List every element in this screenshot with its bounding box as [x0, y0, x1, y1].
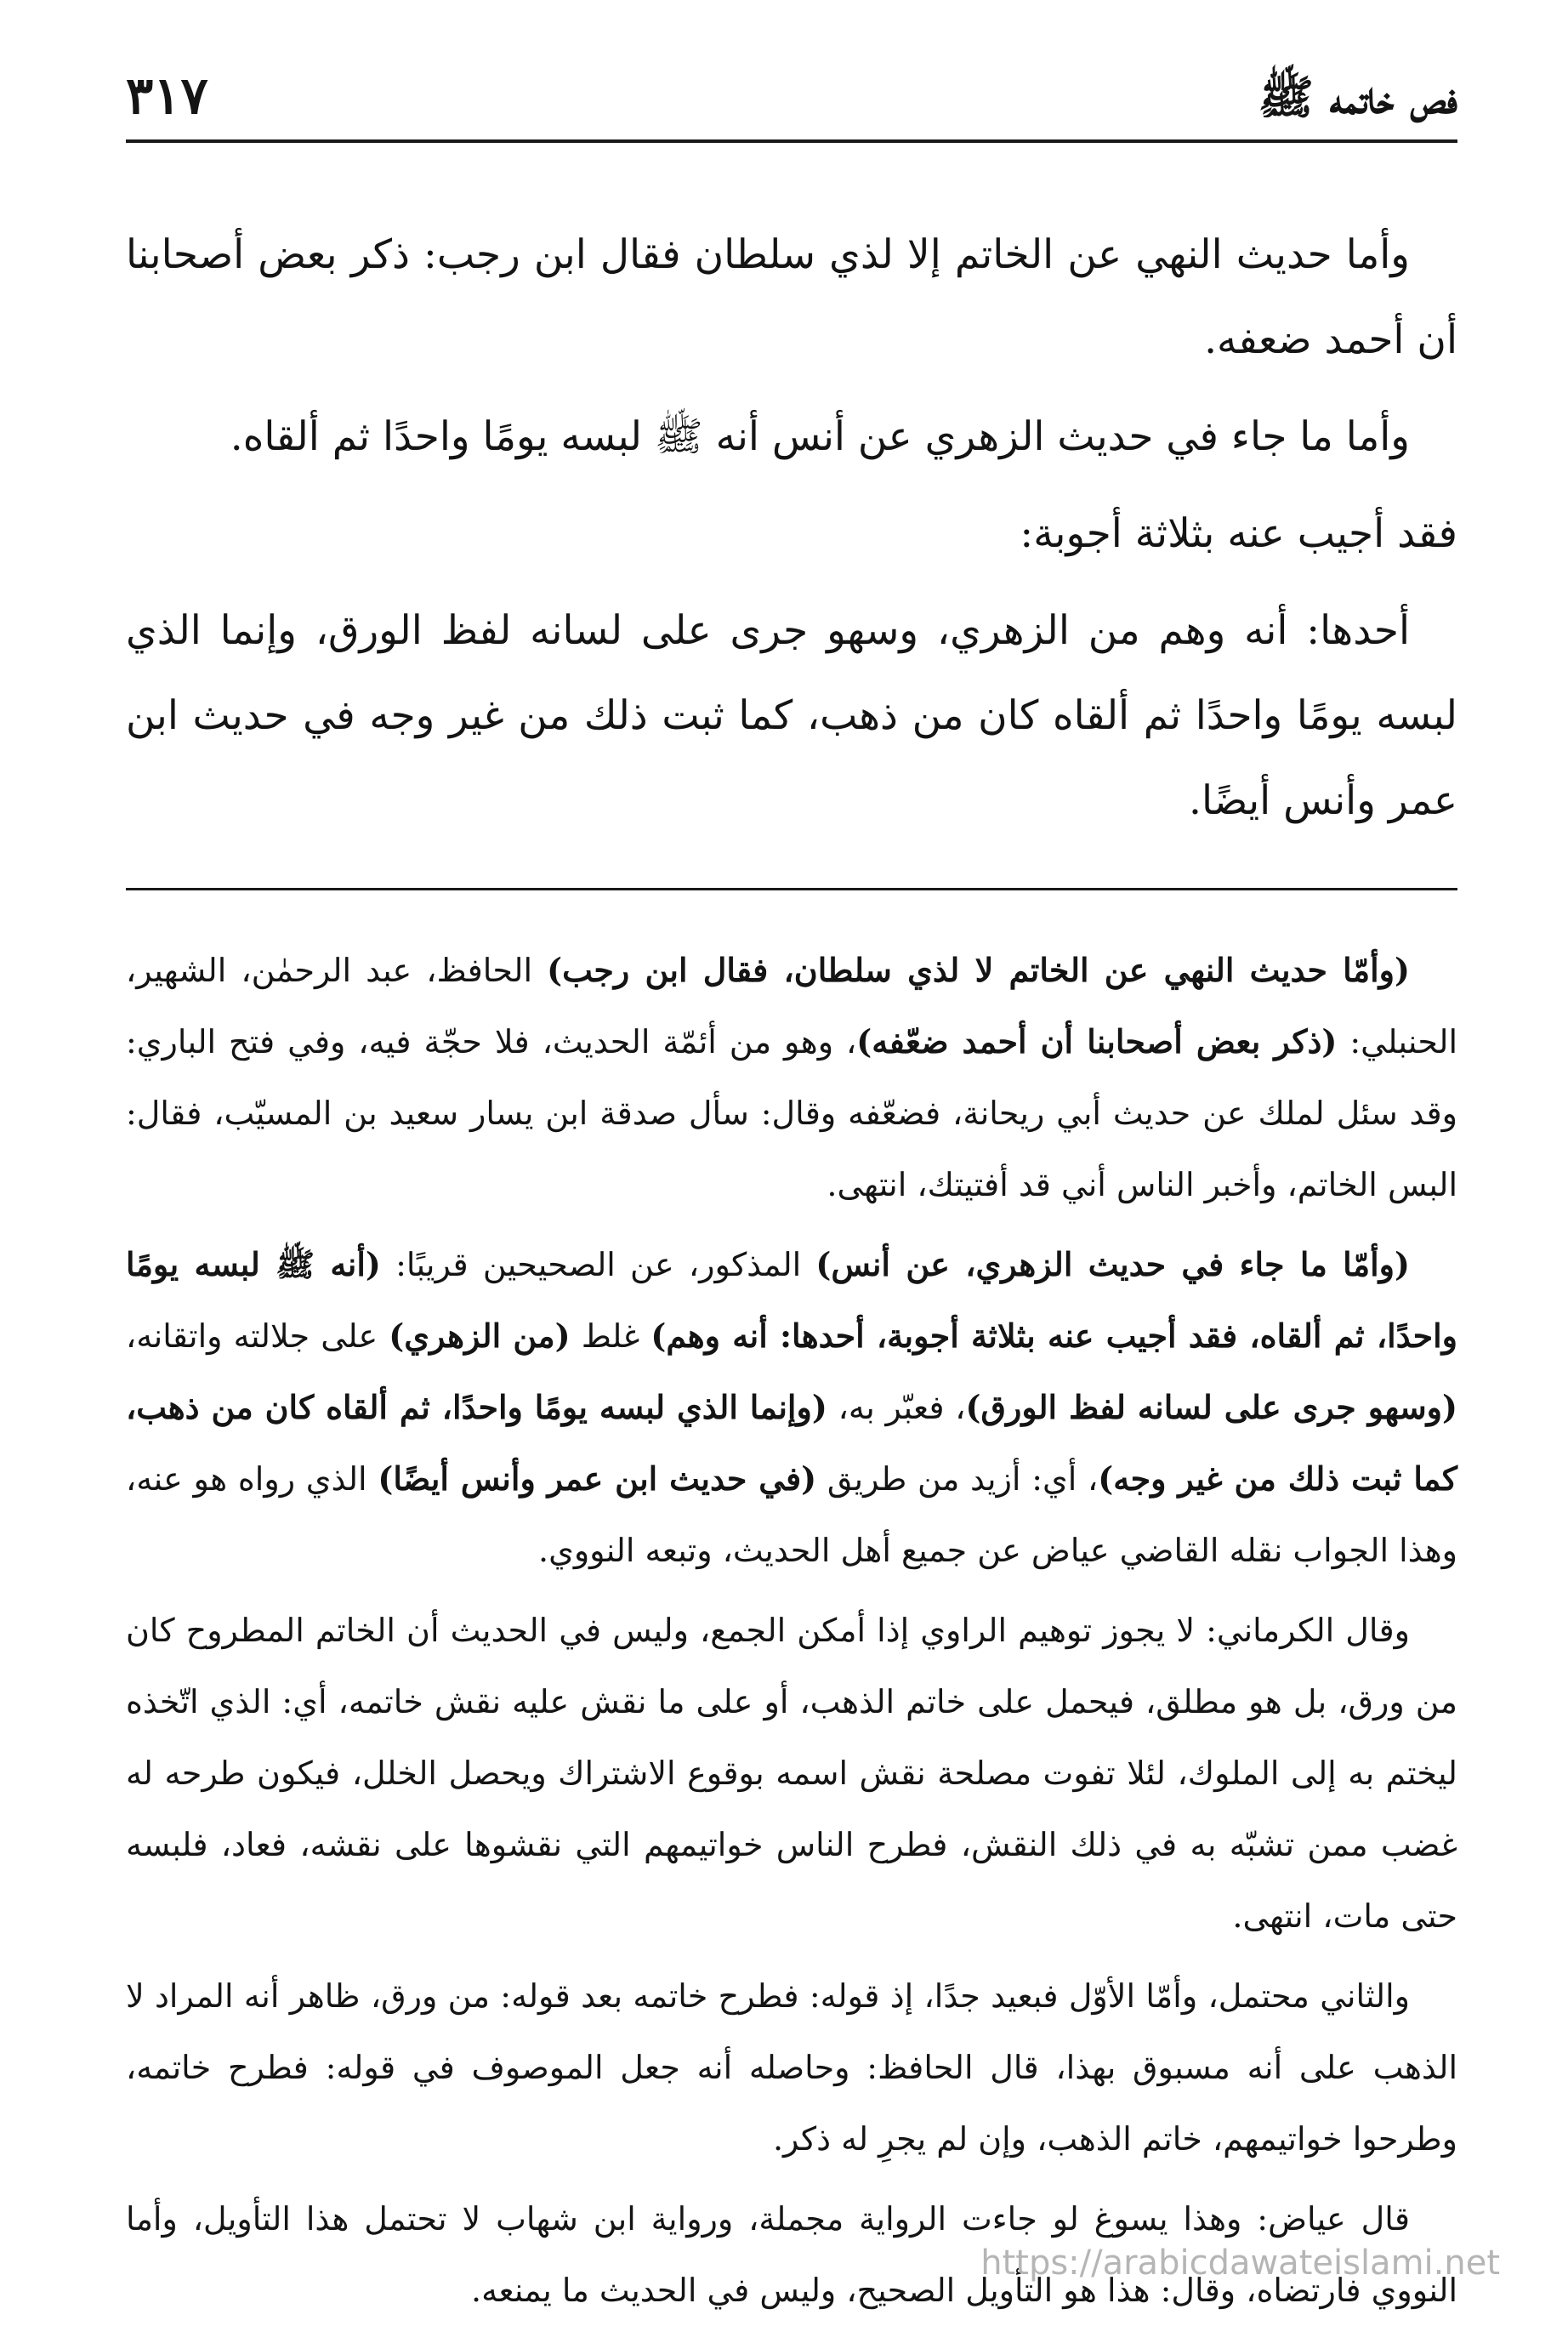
quoted-text: (في حديث ابن عمر وأنس أيضًا)	[378, 1459, 817, 1498]
watermark-url: https://arabicdawateislami.net	[980, 2244, 1500, 2283]
commentary	[126, 935, 1457, 2326]
quoted-text: (وأمّا ما جاء في حديث الزهري، عن أنس)	[815, 1245, 1410, 1283]
commentary-paragraph-2	[126, 1229, 1457, 1586]
commentary-text: المذكور، عن الصحيحين قريبًا:	[380, 1246, 816, 1283]
commentary-text: ، وهو من أئمّة الحديث، فلا حجّة فيه، وفي فتح الباري: وقد سئل لملك عن حديث أبي ريحانة، فضعّفه وقال: سأل صدقة ابن يسار سعيد بن المسيّب، فقال: البس الخاتم، وأخبر الناس أني قد أفتيتك، انتهى.	[126, 1023, 1457, 1203]
commentary-text: ، فعبّر به،	[827, 1389, 966, 1426]
main-paragraph-4: أحدها: أنه وهم من الزهري، وسهو جرى على لسانه لفظ الورق، وإنما الذي لبسه يومًا واحدًا ثم ألقاه كان من ذهب، كما ثبت ذلك من غير وجه في حديث ابن عمر وأنس أيضًا.	[126, 607, 1457, 824]
quoted-text: (ذكر بعض أصحابنا أن أحمد ضعّفه)	[856, 1022, 1338, 1061]
main-paragraph-2: وأما ما جاء في حديث الزهري عن أنس أنه ﷺ لبسه يومًا واحدًا ثم ألقاه.	[230, 413, 1410, 460]
quoted-text: (أنه ﷺ لبسه يومًا واحدًا، ثم ألقاه، فقد أجيب عنه بثلاثة أجوبة، أحدها: أنه وهم)	[126, 1245, 1457, 1355]
quoted-text: (وأمّا حديث النهي عن الخاتم لا لذي سلطان، فقال ابن رجب)	[547, 951, 1410, 989]
commentary-text: غلط	[570, 1317, 651, 1355]
main-paragraph-3: فقد أجيب عنه بثلاثة أجوبة:	[1020, 510, 1457, 557]
commentary-text: على جلالته واتقانه،	[126, 1317, 389, 1355]
commentary-text: الذي رواه هو عنه، وهذا الجواب نقله القاضي عياض عن جميع أهل الحديث، وتبعه النووي.	[126, 1460, 1457, 1569]
commentary-paragraph-1	[126, 935, 1457, 1220]
commentary-separator	[126, 888, 1457, 890]
commentary-paragraph-3: وقال الكرماني: لا يجوز توهيم الراوي إذا أمكن الجمع، وليس في الحديث أن الخاتم المطروح كان من ورق، بل هو مطلق، فيحمل على خاتم الذهب، أو على ما نقش عليه نقش خاتمه، أي: الذي اتّخذه ليختم به إلى الملوك، لئلا تفوت مصلحة نقش اسمه بوقوع الاشتراك ويحصل الخلل، فيكون طرحه له غضب ممن تشبّه به في ذلك النقش، فطرح الناس خواتيمهم التي نقشوها على نقشه، فعاد، فلبسه حتى مات، انتهى.	[126, 1612, 1457, 1935]
quoted-text: (وإنما الذي لبسه يومًا واحدًا، ثم ألقاه كان من ذهب، كما ثبت ذلك من غير وجه)	[126, 1388, 1457, 1498]
main-text	[126, 213, 1457, 844]
quoted-text: (وسهو جرى على لسانه لفظ الورق)	[965, 1388, 1458, 1426]
commentary-paragraph-5: قال عياض: وهذا يسوغ لو جاءت الرواية مجملة، ورواية ابن شهاب لا تحتمل هذا التأويل، وأما النووي فارتضاه، وقال: هذا هو التأويل الصحيح، وليس في الحديث ما يمنعه.	[126, 2200, 1457, 2309]
header-rule	[126, 139, 1457, 143]
commentary-text: ، أي: أزيد من طريق	[816, 1460, 1099, 1498]
quoted-text: (من الزهري)	[389, 1317, 571, 1355]
running-title: فص خاتمه ﷺ	[1258, 70, 1457, 124]
book-page	[126, 51, 1457, 2317]
main-paragraph-1: وأما حديث النهي عن الخاتم إلا لذي سلطان فقال ابن رجب: ذكر بعض أصحابنا أن أحمد ضعفه.	[126, 231, 1457, 363]
page-number: ٣١٧	[126, 66, 208, 126]
commentary-paragraph-4: والثاني محتمل، وأمّا الأوّل فبعيد جدًا، إذ قوله: فطرح خاتمه بعد قوله: من ورق، ظاهر أنه المراد لا الذهب على أنه مسبوق بهذا، قال الحافظ: وحاصله أنه جعل الموصوف في قوله: فطرح خاتمه، وطرحوا خواتيمهم، خاتم الذهب، وإن لم يجرِ له ذكر.	[126, 1977, 1457, 2158]
commentary-text: الحافظ، عبد الرحمٰن، الشهير، الحنبلي:	[126, 952, 1457, 1061]
page-header	[126, 51, 1457, 145]
